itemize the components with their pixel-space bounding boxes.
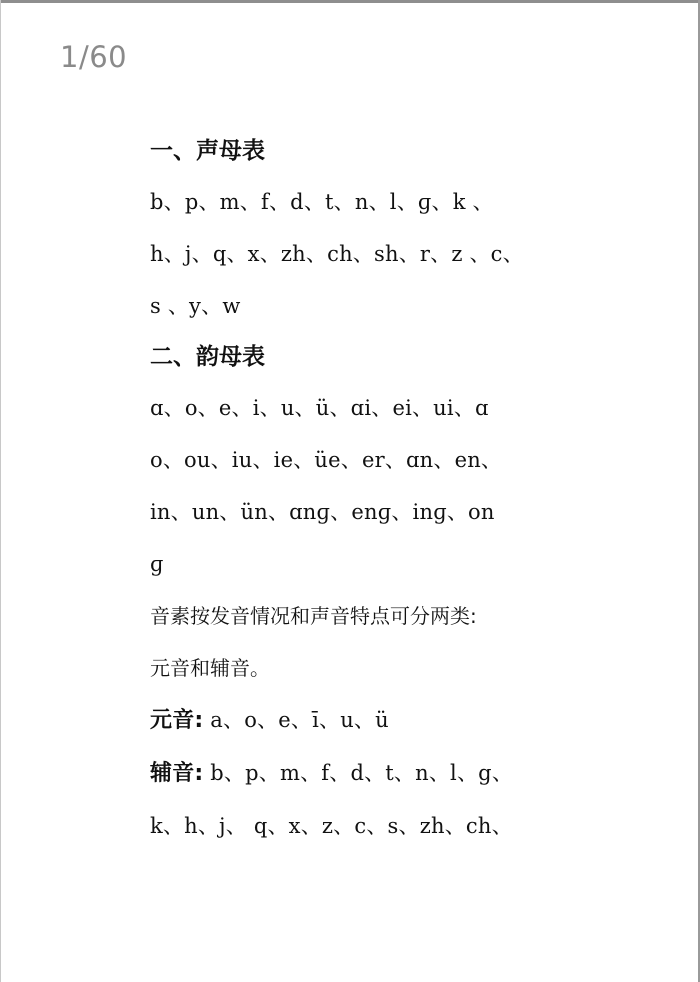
phoneme-categories-line: 元音和辅音。 [150, 656, 270, 680]
consonants-continuation-line: k、h、j、 q、x、z、c、s、zh、ch、 [150, 814, 513, 838]
finals-heading: 二、韵母表 [150, 344, 265, 370]
finals-line-1: ɑ、o、e、i、u、ü、ɑi、ei、ui、ɑ [150, 396, 489, 420]
finals-line-3: in、un、ün、ɑnɡ、enɡ、inɡ、on [150, 500, 495, 524]
consonants-label: 辅音: [150, 761, 204, 786]
initials-line-1: b、p、m、f、d、t、n、l、ɡ、k 、 [150, 190, 494, 214]
finals-line-2: o、ou、iu、ie、üe、er、ɑn、en、 [150, 448, 503, 472]
window-left-border [0, 0, 1, 982]
page-indicator: 1/60 [60, 40, 128, 74]
phoneme-intro-line: 音素按发音情况和声音特点可分两类: [150, 604, 477, 628]
vowels-label: 元音: [150, 708, 204, 733]
vowels-line [150, 694, 570, 747]
initials-line-3: s 、y、w [150, 294, 241, 318]
initials-line-2: h、j、q、x、zh、ch、sh、r、z 、c、 [150, 242, 524, 266]
consonants-value: b、p、m、f、d、t、n、l、g、 [203, 761, 514, 785]
consonants-line [150, 747, 570, 800]
vowels-value: a、o、e、ī、u、ü [203, 708, 389, 732]
initials-heading: 一、声母表 [150, 138, 265, 164]
window-top-border [0, 0, 700, 3]
finals-line-4: ɡ [150, 552, 164, 576]
document-page [150, 126, 570, 852]
